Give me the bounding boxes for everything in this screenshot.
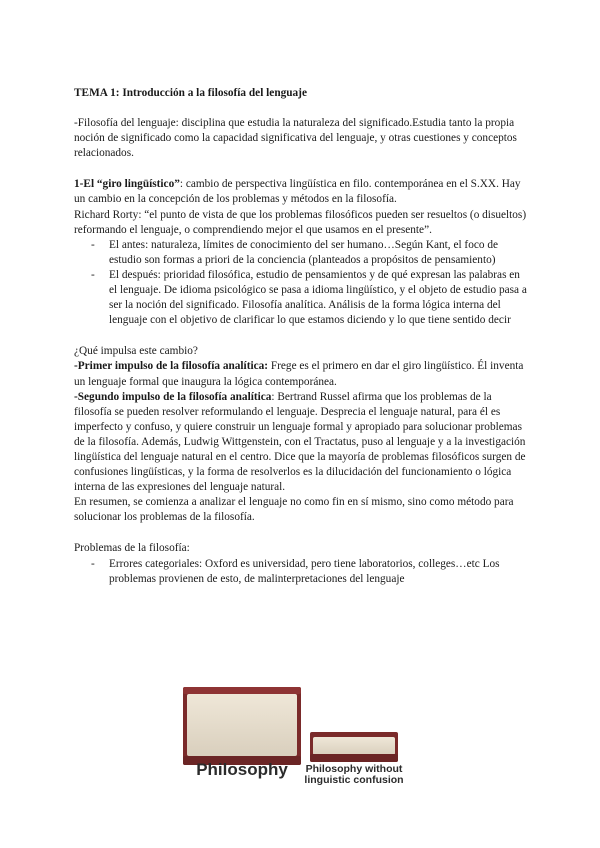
primer-impulso-text: Frege es el primero en dar el giro lingüístico. Él inventa un lenguaje formal que inaugura la lógica contemporánea.: [74, 360, 524, 388]
intro-paragraph: -Filosofía del lenguaje: disciplina que estudia la naturaleza del significado.Estudia tanto la propia noción de significado como la capacidad significativa del lenguaje, y otras cuestiones y conceptos relacionados.: [74, 117, 517, 160]
document-body: [74, 86, 530, 587]
thick-book-top: [183, 687, 301, 694]
primer-impulso-paragraph: [74, 359, 530, 389]
segundo-impulso-heading: -Segundo impulso de la filosofía analítica: [74, 390, 272, 403]
giro-list: [74, 238, 530, 329]
rorty-quote: Richard Rorty: “el punto de vista de que los problemas filosóficos pueden ser resueltos (o disueltos) reformando el lenguaje, o comprendiendo mejor el que usamos en el presente”.: [74, 208, 527, 236]
segundo-impulso-paragraph: [74, 390, 530, 496]
page-title: TEMA 1: Introducción a la filosofía del lenguaje: [74, 87, 307, 99]
giro-paragraph: [74, 177, 530, 207]
list-item: - El después: prioridad filosófica, estudio de pensamientos y de qué expresan las palabras en el lenguaje. De idioma psicológico se pasa a idioma lingüístico, y el objeto de estudio pasa a ser la noción del significado. Filosofía analítica. Análisis de la forma lógica interna del lenguaje con el objetivo de clarificar lo que estamos diciendo y lo que tiene sentido decir: [91, 268, 527, 327]
list-item: - Errores categoriales: Oxford es universidad, pero tiene laboratorios, colleges…etc Los problemas provienen de esto, de malinterpretaciones del lenguaje: [91, 557, 500, 585]
thin-book-bottom: [310, 754, 398, 762]
meme-left-caption: Philosophy: [196, 760, 288, 779]
giro-heading: 1-El “giro lingüístico”: [74, 178, 180, 191]
list-item-text: Errores categoriales: Oxford es universidad, pero tiene laboratorios, colleges…etc Los problemas provienen de esto, de malinterpretaciones del lenguaje: [109, 557, 500, 585]
thin-book-pages: [313, 737, 395, 755]
thick-book-pages: [187, 694, 297, 756]
list-item-text: El antes: naturaleza, límites de conocimiento del ser humano…Según Kant, el foco de estudio son formas a priori de la conciencia (planteados a propósitos de pensamiento): [109, 238, 498, 266]
giro-text: : cambio de perspectiva lingüística en filo. contemporánea en el S.XX. Hay un cambio en la concepción de los problemas y métodos en la filosofía.: [74, 178, 521, 206]
summary-paragraph: En resumen, se comienza a analizar el lenguaje no como fin en sí mismo, sino como método para solucionar los problemas de la filosofía.: [74, 496, 514, 524]
philosophy-meme-image: [180, 684, 425, 802]
primer-impulso-heading: -Primer impulso de la filosofía analítica:: [74, 360, 269, 373]
segundo-impulso-text: : Bertrand Russel afirma que los problemas de la filosofía se pueden resolver reformulando el lenguaje. Desprecia el lenguaje natural, para él es imperfecto y confuso, y quiere construir un lenguaje formal y apropiado para solucionar problemas de la filosofía. Además, Ludwig Wittgenstein, con el Tractatus, puso al lenguaje y a la investigación lingüística del lenguaje natural en el centro. Dice que la mayoría de problemas filosóficos surgen de confusiones lingüísticas, y la forma de resolverlos es la dilucidación del funcionamiento o lógica interna de las expresiones del lenguaje natural.: [74, 390, 526, 494]
problemas-heading: Problemas de la filosofía:: [74, 542, 190, 555]
list-item: - El antes: naturaleza, límites de conocimiento del ser humano…Según Kant, el foco de estudio son formas a priori de la conciencia (planteados a propósitos de pensamiento): [91, 238, 498, 266]
impulsa-question: ¿Qué impulsa este cambio?: [74, 345, 198, 358]
meme-right-caption: Philosophy without linguistic confusion: [304, 763, 404, 786]
list-item-text: El después: prioridad filosófica, estudio de pensamientos y de qué expresan las palabras en el lenguaje. De idioma psicológico se pasa a idioma lingüístico, y el objeto de estudio pasa a ser la noción del significado. Filosofía analítica. Análisis de la forma lógica interna del lenguaje con el objetivo de clarificar lo que estamos diciendo y lo que tiene sentido decir: [109, 268, 527, 327]
problemas-list: [74, 557, 530, 587]
